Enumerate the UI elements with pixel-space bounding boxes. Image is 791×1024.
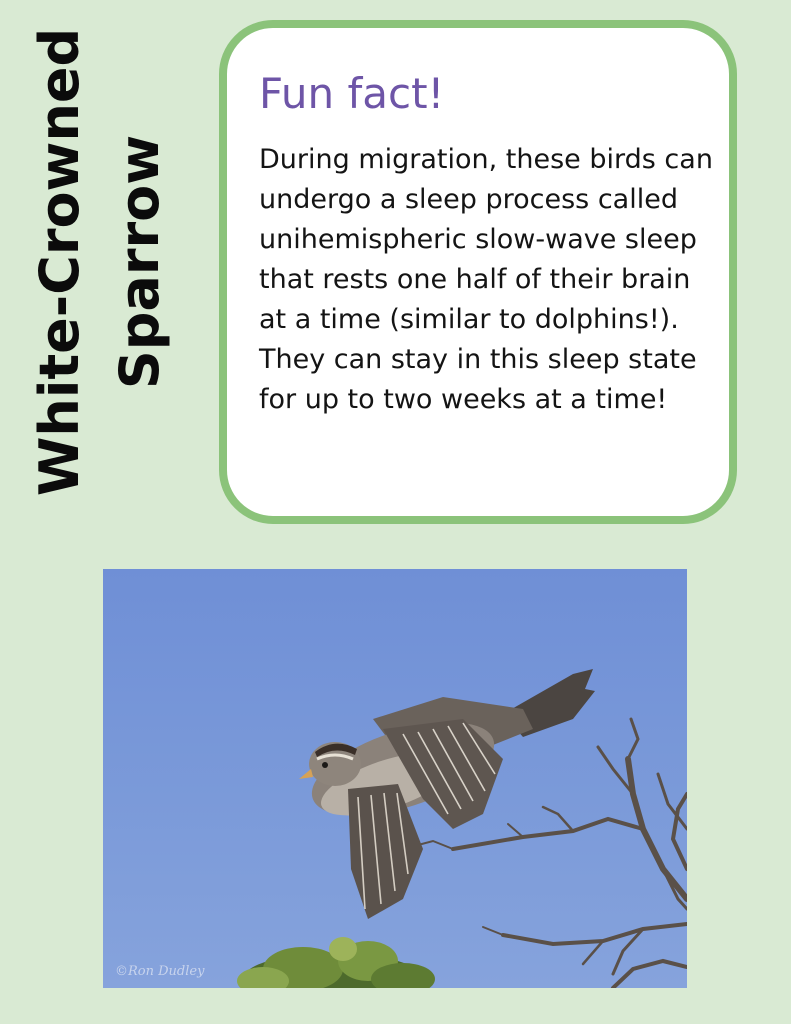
fun-fact-line: unihemispheric slow-wave sleep xyxy=(259,224,697,255)
photo-credit: ©Ron Dudley xyxy=(115,964,205,979)
fun-fact-heading: Fun fact! xyxy=(259,69,445,118)
fun-fact-line: undergo a sleep process called xyxy=(259,184,678,215)
fun-fact-line: that rests one half of their brain xyxy=(259,264,691,295)
fun-fact-text xyxy=(259,140,719,420)
page-title xyxy=(20,12,180,512)
sparrow-bird xyxy=(299,669,595,919)
sparrow-photo xyxy=(103,569,687,988)
foliage xyxy=(237,937,435,988)
fun-fact-line: During migration, these birds can xyxy=(259,144,713,175)
page-title-line-1: White-Crowned xyxy=(28,27,91,497)
fun-fact-line: at a time (similar to dolphins!). xyxy=(259,304,679,335)
page-title-line-2: Sparrow xyxy=(108,134,171,390)
fun-fact-card xyxy=(219,20,737,524)
fun-fact-line: for up to two weeks at a time! xyxy=(259,384,668,415)
fun-fact-line: They can stay in this sleep state xyxy=(259,344,697,375)
vertical-title-area xyxy=(0,0,200,520)
sparrow-illustration xyxy=(103,569,687,988)
